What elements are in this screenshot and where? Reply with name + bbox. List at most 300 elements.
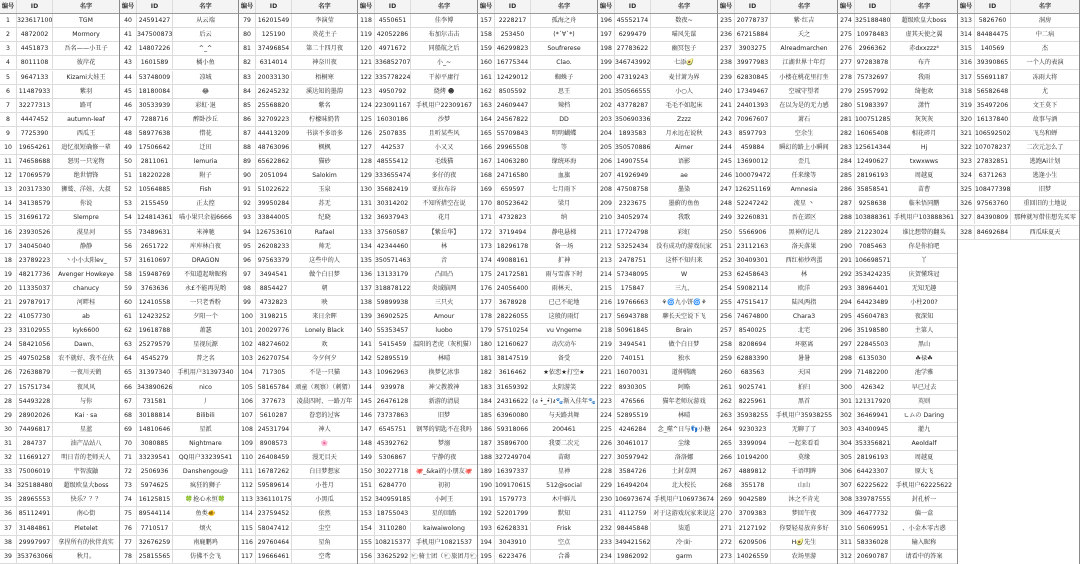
- user-id: 17724798: [615, 226, 651, 239]
- user-name: ⚘🌀九小饼🌀⚘: [661, 299, 707, 307]
- row-number: 162: [478, 85, 495, 98]
- user-id: 20778737: [735, 14, 771, 27]
- table-row: [478, 28, 597, 42]
- table-row: [838, 183, 957, 197]
- row-number: 17: [0, 240, 17, 253]
- row-number: 252: [718, 254, 735, 267]
- row-number: 14: [0, 197, 17, 210]
- row-number: 310: [838, 522, 855, 535]
- row-number: 189: [478, 465, 495, 478]
- table-row: [718, 268, 837, 282]
- user-id: 53748009: [137, 71, 173, 84]
- row-number: 24: [0, 338, 17, 351]
- user-name: DRAGON: [191, 256, 220, 264]
- table-row: [358, 226, 477, 240]
- row-number: 129: [358, 169, 375, 182]
- header-name: 名字: [79, 3, 93, 11]
- user-id: 8225961: [735, 395, 771, 408]
- user-name: 静电悬梯: [551, 228, 577, 236]
- table-row: [718, 254, 837, 268]
- user-id: 24591427: [137, 14, 173, 27]
- row-number: 5: [0, 71, 17, 84]
- row-number: 151: [358, 479, 375, 492]
- user-id: 108215377: [375, 536, 411, 549]
- row-number: 270: [718, 507, 735, 520]
- user-id: 51983397: [855, 99, 891, 112]
- user-id: 62458643: [735, 268, 771, 281]
- user-name: 林晴: [677, 411, 691, 419]
- header-row: [838, 0, 957, 14]
- table-row: [239, 366, 357, 380]
- user-name: 我雨: [917, 73, 931, 81]
- table-row: [838, 395, 957, 409]
- user-id: 10978483: [855, 28, 891, 41]
- user-name: 欢: [321, 341, 328, 349]
- table-row: [838, 141, 957, 155]
- user-name: 沙梦: [437, 115, 451, 123]
- row-number: 244: [718, 141, 735, 154]
- table-row: [0, 338, 119, 352]
- user-id: 74658688: [17, 155, 53, 168]
- user-name: 动次动车: [551, 341, 577, 349]
- user-name: 绝世情锋: [73, 172, 99, 180]
- row-number: 219: [598, 338, 615, 351]
- user-name: 手机用户35938255: [775, 411, 833, 419]
- row-number: 208: [598, 183, 615, 196]
- user-id: 353763066: [17, 550, 53, 563]
- row-number: 105: [239, 381, 256, 394]
- table-row: [239, 113, 357, 127]
- table-row: [239, 296, 357, 310]
- user-id: 2478751: [615, 254, 651, 267]
- user-name: 麦甘萧为界: [668, 73, 700, 81]
- table-row: [358, 479, 477, 493]
- table-row: [0, 113, 119, 127]
- row-number: 53: [120, 197, 137, 210]
- user-id: 52895519: [375, 352, 411, 365]
- table-row: [239, 423, 357, 437]
- user-name: H🥑先生: [791, 538, 817, 546]
- table-row: [120, 536, 238, 550]
- user-name: 独水: [677, 355, 691, 363]
- user-name: 疯狂的狮子: [190, 482, 221, 490]
- user-name: Clao.: [556, 59, 572, 67]
- table-row: [0, 99, 119, 113]
- table-row: [598, 14, 717, 28]
- user-name: 蜘蛛子: [554, 73, 574, 81]
- user-id: 8597793: [735, 127, 771, 140]
- user-name: 星的回路: [431, 510, 457, 518]
- user-name: 默知: [557, 510, 571, 518]
- row-number: 81: [239, 42, 256, 55]
- user-id: 98445848: [615, 522, 651, 535]
- table-row: [120, 254, 238, 268]
- user-name: 星视玩源: [193, 341, 218, 349]
- user-name: 空余生: [794, 129, 814, 137]
- user-name: 你说: [79, 200, 93, 208]
- user-id: 47515417: [735, 296, 771, 309]
- table-row: [239, 409, 357, 423]
- row-number: 7: [0, 99, 17, 112]
- user-id: 355178: [735, 479, 771, 492]
- user-name: 苏无: [318, 200, 331, 208]
- header-name: 名字: [318, 3, 331, 11]
- row-number: 45: [120, 85, 137, 98]
- user-name: 漠星河: [76, 228, 96, 236]
- user-name: 空鸢: [318, 552, 331, 560]
- user-name: 依然: [318, 510, 331, 518]
- user-name: 多仔的夜: [431, 172, 457, 180]
- user-id: 2051094: [256, 169, 292, 182]
- user-name: 你是你拍吧: [908, 242, 940, 250]
- user-id: 2507835: [375, 127, 411, 140]
- user-id: 659597: [495, 183, 531, 196]
- user-name: Mormory: [72, 31, 100, 39]
- table-row: [120, 521, 238, 535]
- user-name: 周越夏: [914, 454, 934, 462]
- user-id: 50961845: [615, 324, 651, 337]
- user-id: 4550651: [375, 14, 411, 27]
- table-row: [958, 14, 1079, 28]
- table-row: [358, 127, 477, 141]
- user-name: 花月: [437, 214, 451, 222]
- user-name: 西瓜味夏天: [1029, 228, 1061, 236]
- table-row: [838, 85, 957, 99]
- table-row: [598, 268, 717, 282]
- row-number: 119: [358, 28, 375, 41]
- row-number: 241: [718, 99, 735, 112]
- table-row: [598, 226, 717, 240]
- user-id: 5826760: [975, 14, 1011, 27]
- user-id: 42052286: [375, 28, 411, 41]
- row-number: 198: [598, 42, 615, 55]
- row-number: 30: [0, 423, 17, 436]
- row-number: 194: [478, 536, 495, 549]
- table-row: [0, 465, 119, 479]
- header-id: ID: [855, 0, 891, 13]
- table-row: [598, 296, 717, 310]
- user-name: 杰: [1041, 45, 1049, 53]
- table-row: [718, 395, 837, 409]
- user-id: 12410558: [137, 296, 173, 309]
- table-row: [838, 42, 957, 56]
- row-number: 58: [120, 268, 137, 281]
- user-name: 眷恋的过客: [309, 411, 340, 419]
- user-id: 336852707: [375, 56, 411, 69]
- user-id: 35896700: [495, 437, 531, 450]
- table-row: [0, 141, 119, 155]
- table-row: [598, 352, 717, 366]
- user-id: 346743992: [615, 56, 651, 69]
- row-number: 318: [958, 85, 975, 98]
- user-name: 道伸腾跳: [671, 369, 697, 377]
- user-name: ☘禄☘: [915, 355, 933, 363]
- user-name: 明明蝴蝶: [551, 129, 577, 137]
- user-id: 49088161: [495, 254, 531, 267]
- user-id: 9025741: [735, 381, 771, 394]
- user-name: 尘空: [318, 524, 331, 532]
- user-id: 38964401: [855, 282, 891, 295]
- row-number: 136: [358, 268, 375, 281]
- table-row: [718, 226, 837, 240]
- user-name: 布加尔击击: [428, 31, 460, 39]
- table-row: [358, 56, 477, 70]
- user-id: 340959185: [375, 493, 411, 506]
- user-name: 秋月。: [76, 552, 96, 560]
- table-row: [358, 169, 477, 183]
- table-row: [120, 310, 238, 324]
- row-number: 69: [120, 423, 137, 436]
- row-number: 32: [0, 451, 17, 464]
- row-number: 298: [838, 352, 855, 365]
- user-name: 林: [800, 270, 808, 278]
- user-name: kyk6600: [72, 327, 100, 335]
- user-id: 41926949: [615, 169, 651, 182]
- table-row: [598, 381, 717, 395]
- row-number: 271: [718, 522, 735, 535]
- user-id: 30227718: [375, 465, 411, 478]
- user-name: 紫名: [318, 101, 331, 109]
- table-row: [958, 141, 1079, 155]
- row-number: 6: [0, 85, 17, 98]
- user-id: 21223024: [855, 226, 891, 239]
- row-number: 22: [0, 310, 17, 323]
- user-name: 黑首: [797, 397, 811, 405]
- user-id: 6284770: [375, 479, 411, 492]
- table-row: [838, 479, 957, 493]
- user-id: 17349467: [735, 85, 771, 98]
- table-column: [120, 0, 239, 564]
- user-id: 58421056: [17, 338, 53, 351]
- user-name: luobo: [435, 327, 453, 335]
- user-id: 30533939: [137, 99, 173, 112]
- user-id: 97563379: [256, 254, 292, 267]
- table-row: [478, 197, 597, 211]
- user-id: 7085463: [855, 240, 891, 253]
- row-number: 77: [120, 536, 137, 549]
- user-name: 帅无: [318, 242, 331, 250]
- user-id: 84484475: [975, 28, 1011, 41]
- table-row: [120, 395, 238, 409]
- table-row: [239, 338, 357, 352]
- row-number: 234: [598, 550, 615, 563]
- user-name: Hj: [920, 143, 928, 151]
- header-no: 编号: [718, 0, 735, 13]
- row-number: 38: [0, 536, 17, 549]
- user-name: 一起来看看: [788, 439, 820, 447]
- row-number: 72: [120, 465, 137, 478]
- user-name: 橘小鱼: [196, 59, 215, 67]
- row-number: 217: [598, 310, 615, 323]
- row-number: 251: [718, 240, 735, 253]
- row-number: 98: [239, 282, 256, 295]
- row-number: 213: [598, 254, 615, 267]
- table-row: [0, 268, 119, 282]
- user-name: 漫无目天: [312, 454, 337, 462]
- user-id: 28196193: [855, 169, 891, 182]
- user-id: 5306867: [375, 451, 411, 464]
- table-row: [120, 493, 238, 507]
- row-number: 138: [358, 296, 375, 309]
- row-number: 144: [358, 381, 375, 394]
- table-row: [120, 155, 238, 169]
- user-id: 4889812: [735, 465, 771, 478]
- header-name: 名字: [917, 3, 931, 11]
- user-id: 5415459: [375, 338, 411, 351]
- table-row: [598, 395, 717, 409]
- row-number: 109: [239, 437, 256, 450]
- table-row: [598, 113, 717, 127]
- row-number: 264: [718, 423, 735, 436]
- row-number: 269: [718, 493, 735, 506]
- header-no: 编号: [478, 0, 495, 13]
- user-name: 快乐？？？: [70, 496, 102, 504]
- user-name: 溪达知的墨韵: [305, 87, 344, 95]
- user-id: 18755043: [375, 507, 411, 520]
- user-id: 47508758: [615, 183, 651, 196]
- table-row: [478, 395, 597, 409]
- user-name: 烦火: [199, 524, 212, 532]
- row-number: 326: [958, 197, 975, 210]
- user-id: 38147519: [495, 352, 531, 365]
- user-id: 35198580: [855, 324, 891, 337]
- user-name: Kai · sa: [74, 411, 98, 419]
- table-row: [838, 366, 957, 380]
- table-row: [0, 521, 119, 535]
- user-name: 主第人: [914, 327, 934, 335]
- user-name: 江湖世界十年灯: [782, 59, 826, 67]
- user-id: 4451873: [17, 42, 53, 55]
- user-id: 124814361: [137, 211, 173, 224]
- user-name: kaiwaiwolong: [423, 524, 465, 532]
- table-row: [718, 521, 837, 535]
- table-row: [598, 240, 717, 254]
- row-number: 155: [358, 536, 375, 549]
- table-row: [598, 254, 717, 268]
- user-name: 换梦亿冰事: [428, 369, 460, 377]
- row-number: 320: [958, 113, 975, 126]
- header-row: [358, 0, 477, 14]
- table-row: [239, 268, 357, 282]
- row-number: 228: [598, 465, 615, 478]
- user-id: 1893583: [615, 127, 651, 140]
- table-row: [598, 282, 717, 296]
- row-number: 275: [838, 28, 855, 41]
- user-name: 佳李博: [434, 17, 454, 25]
- user-id: 325188480: [855, 14, 891, 27]
- row-number: 289: [838, 226, 855, 239]
- user-id: 54493228: [17, 395, 53, 408]
- row-number: 74: [120, 493, 137, 506]
- row-number: 59: [120, 282, 137, 295]
- row-number: 153: [358, 507, 375, 520]
- user-id: 377673: [256, 395, 292, 408]
- user-name: 欧洋: [797, 284, 811, 292]
- table-row: [478, 155, 597, 169]
- row-number: 177: [478, 296, 495, 309]
- user-name: 与你: [79, 397, 93, 405]
- row-number: 3: [0, 42, 17, 55]
- user-name: 吾名——小丑子: [64, 45, 108, 53]
- user-id: 343890626: [137, 381, 173, 394]
- table-row: [598, 409, 717, 423]
- user-name: garm: [675, 552, 693, 560]
- row-number: 204: [598, 127, 615, 140]
- table-row: [958, 155, 1079, 169]
- user-name: 萧瑟: [199, 327, 212, 335]
- row-number: 202: [598, 99, 615, 112]
- user-id: 24316622: [495, 395, 531, 408]
- table-row: [239, 282, 357, 296]
- row-number: 261: [718, 381, 735, 394]
- row-number: 317: [958, 71, 975, 84]
- row-number: 159: [478, 42, 495, 55]
- user-id: 4950792: [375, 85, 411, 98]
- table-row: [120, 479, 238, 493]
- user-id: 28902026: [17, 409, 53, 422]
- user-id: 11335037: [17, 282, 53, 295]
- row-number: 46: [120, 99, 137, 112]
- row-number: 154: [358, 522, 375, 535]
- row-number: 183: [478, 381, 495, 394]
- user-id: 25957992: [855, 85, 891, 98]
- row-number: 152: [358, 493, 375, 506]
- user-id: 2651722: [137, 240, 173, 253]
- user-id: 31397340: [137, 366, 173, 379]
- user-id: 36469941: [855, 409, 891, 422]
- table-row: [718, 113, 837, 127]
- user-name: 莫缘: [797, 454, 811, 462]
- user-name: 正太控: [196, 200, 215, 208]
- user-name: DD: [559, 115, 569, 123]
- table-row: [358, 437, 477, 451]
- user-name: 超级欧皇大boss: [63, 482, 109, 490]
- row-number: 309: [838, 507, 855, 520]
- user-name: 永£不能再见哟: [184, 284, 227, 292]
- table-row: [838, 169, 957, 183]
- row-number: 31: [0, 437, 17, 450]
- user-name: 萧石: [797, 115, 811, 123]
- row-number: 281: [838, 113, 855, 126]
- row-number: 178: [478, 310, 495, 323]
- row-number: 220: [598, 352, 615, 365]
- user-id: 59899938: [375, 296, 411, 309]
- user-id: 16125815: [137, 493, 173, 506]
- user-name: 数夜~: [675, 17, 693, 25]
- user-id: 2966362: [855, 42, 891, 55]
- user-name: nico: [199, 383, 212, 391]
- user-id: 30314202: [375, 197, 411, 210]
- table-row: [120, 141, 238, 155]
- table-row: [478, 70, 597, 84]
- header-name: 名字: [199, 3, 212, 11]
- user-name: 小_~: [436, 59, 452, 67]
- user-id: 35938255: [735, 409, 771, 422]
- table-row: [598, 536, 717, 550]
- table-row: [838, 113, 957, 127]
- user-name: 书读不多语多: [305, 129, 344, 137]
- table-row: [120, 99, 238, 113]
- user-name: Aimer: [674, 143, 694, 151]
- row-number: 149: [358, 451, 375, 464]
- row-number: 245: [718, 155, 735, 168]
- user-id: 683563: [735, 366, 771, 379]
- user-name: 备一场: [554, 242, 574, 250]
- user-name: 枫枫: [318, 143, 331, 151]
- row-number: 12: [0, 169, 17, 182]
- user-id: 19666461: [256, 550, 292, 563]
- user-id: 6299479: [615, 28, 651, 41]
